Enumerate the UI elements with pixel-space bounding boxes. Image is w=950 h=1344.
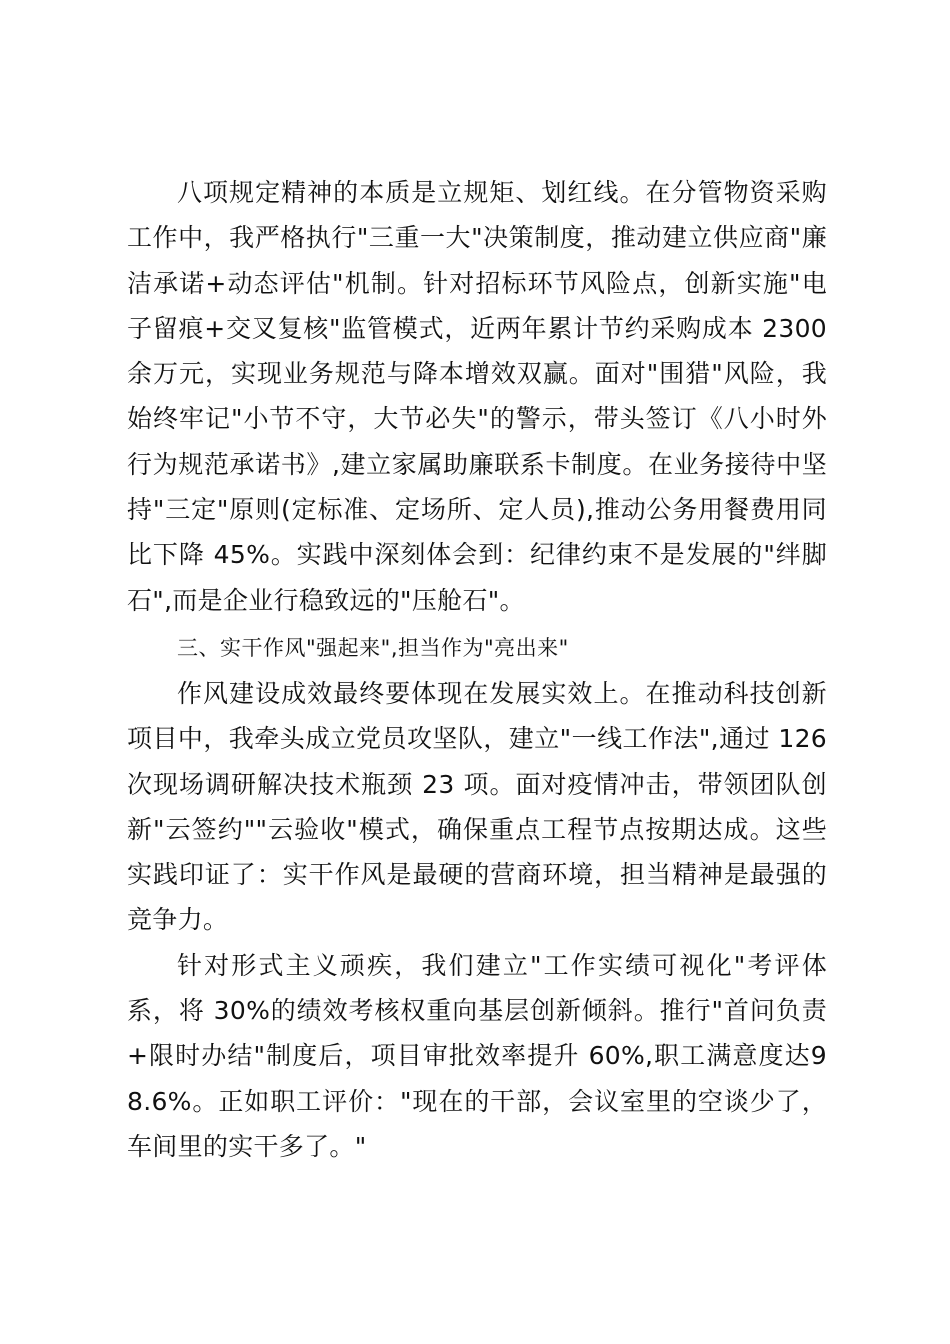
paragraph-discipline: 八项规定精神的本质是立规矩、划红线。在分管物资采购工作中，我严格执行"三重一大"决策制度，推动建立供应商"廉洁承诺+动态评估"机制。针对招标环节风险点，创新实施"电子留痕+交叉复核"监管模式，近两年累计节约采购成本 2300 余万元，实现业务规范与降本增效双赢。面对"围猎"风险，我始终牢记"小节不守，大节必失"的警示，带头签订《八小时外行为规范承诺书》,建立家属助廉联系卡制度。在业务接待中坚持"三定"原则(定标准、定场所、定人员),推动公务用餐费用同比下降 45%。实践中深刻体会到：纪律约束不是发展的"绊脚石",而是企业行稳致远的"压舱石"。 <box>127 178 827 615</box>
document-body <box>127 170 827 1169</box>
paragraph-innovation: 作风建设成效最终要体现在发展实效上。在推动科技创新项目中，我牵头成立党员攻坚队，建立"一线工作法",通过 126 次现场调研解决技术瓶颈 23 项。面对疫情冲击，带领团队创新"云签约""云验收"模式，确保重点工程节点按期达成。这些实践印证了：实干作风是最硬的营商环境，担当精神是最强的竞争力。 <box>127 678 827 935</box>
section-heading: 三、实干作风"强起来",担当作为"亮出来" <box>177 635 569 660</box>
paragraph-formalism: 针对形式主义顽疾，我们建立"工作实绩可视化"考评体系，将 30%的绩效考核权重向基层创新倾斜。推行"首问负责+限时办结"制度后，项目审批效率提升 60%,职工满意度达98.6%。正如职工评价："现在的干部，会议室里的空谈少了，车间里的实干多了。" <box>127 950 827 1161</box>
